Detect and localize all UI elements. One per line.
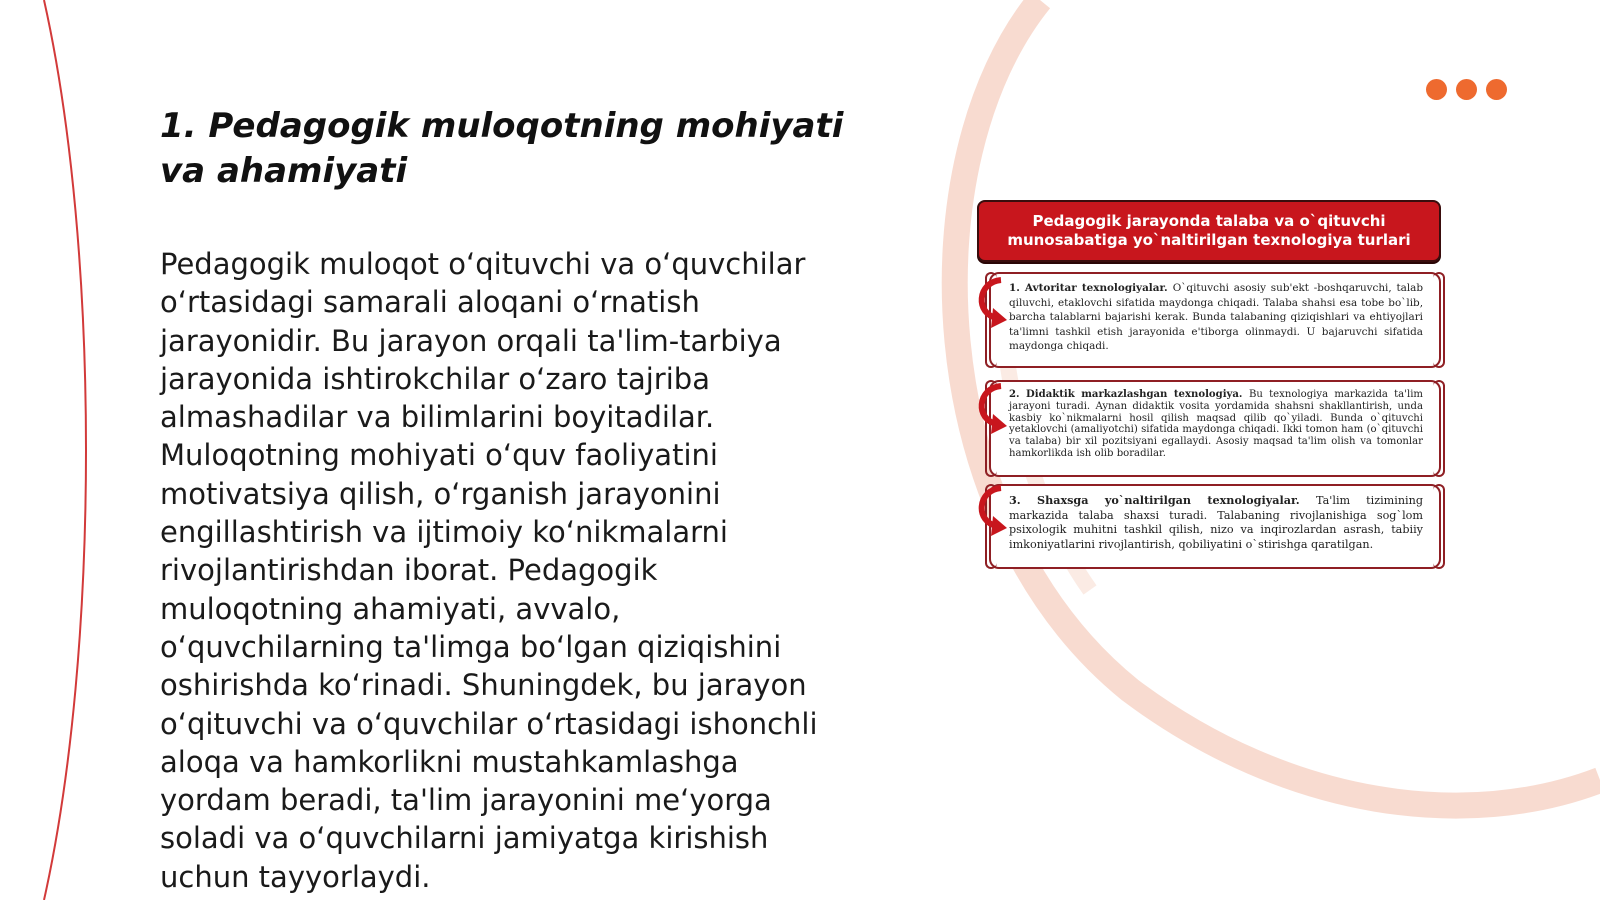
diagram-item-title: 3. Shaxsga yo`naltirilgan texnologiyalar. [1009,493,1317,507]
diagram-item-text: Bu texnologiya markazida ta'lim jarayoni turadi. Aynan didaktik vosita yordamida shahsni shakllantirish, unda kasbiy ko`nikmalarni hosil qilish maqsad qilib qo`yiladi. Bunda o`qituvchi yetaklovchi (amaliyotchi) sifatida maydonga chiqadi. Ikki tomon ham (o`qituvchi va talaba) bir xil pozitsiyani egallaydi. Asosiy maqsad ta'lim olish va tomonlar hamkorlikda ish olib boradilar. [1009,389,1424,459]
diagram-item-didactic [989,380,1441,477]
diagram-item-person-centered [989,484,1441,569]
dot-1 [1426,79,1447,100]
diagram-item-text: O`qituvchi asosiy sub'ekt -boshqaruvchi, talab qiluvchi, etaklovchi sifatida maydonga chiqadi. Talaba shahsi esa tobe bo`lib, barcha talablarni bajarishi kerak. Bunda talabaning qiziqishlari va ehtiyojlari ta'limni tashkil etish jarayonida e'tiborga olinmaydi. U bajaruvchi sifatida maydonga chiqadi. [1009,282,1423,353]
technology-types-diagram [955,198,1455,578]
curved-arrow-icon [971,380,1015,438]
slide-title: 1. Pedagogik muloqotning mohiyati va ahamiyati [160,106,844,191]
left-red-arc [44,0,86,900]
diagram-item-text: Ta'lim tizimining markazida talaba shaxsi turadi. Talabaning rivojlanishiga sog`lom psixologik muhitni tashkil qilish, nizo va inqirozlardan asrash, tabiiy imkoniyatlarini rivojlantirish, qobiliyatini o`stirishga qaratilgan. [1009,494,1424,551]
diagram-header: Pedagogik jarayonda talaba va o`qituvchi munosabatiga yo`naltirilgan texnologiya turlari [977,200,1441,262]
slide-body-text: Pedagogik muloqot o‘qituvchi va o‘quvchilar o‘rtasidagi samarali aloqani o‘rnatish jarayonidir. Bu jarayon orqali ta'lim-tarbiya jarayonida ishtirokchilar o‘zaro tajriba almashadilar va bilimlarini boyitadilar. Muloqotning mohiyati o‘quv faoliyatini motivatsiya qilish, o‘rganish jarayonini engillashtirish va ijtimoiy ko‘nikmalarni rivojlantirishdan iborat. Pedagogik muloqotning ahamiyati, avvalo, o‘quvchilarning ta'limga bo‘lgan qiziqishini oshirishda ko‘rinadi. Shuningdek, bu jarayon o‘qituvchi va o‘quvchilar o‘rtasidagi ishonchli aloqa va hamkorlikni mustahkamlashga yordam beradi, ta'lim jarayonini me‘yorga soladi va o‘quvchilarni jamiyatga kirishish uchun tayyorlaydi. [160,247,818,894]
curved-arrow-icon [971,482,1015,540]
diagram-item-authoritarian [989,272,1441,368]
decorative-dots [1426,79,1507,101]
curved-arrow-icon [971,274,1015,332]
diagram-item-title: 1. Avtoritar texnologiyalar. [1009,282,1173,294]
diagram-item-title: 2. Didaktik markazlashgan texnologiya. [1009,389,1249,400]
dot-3 [1486,79,1507,100]
dot-2 [1456,79,1477,100]
